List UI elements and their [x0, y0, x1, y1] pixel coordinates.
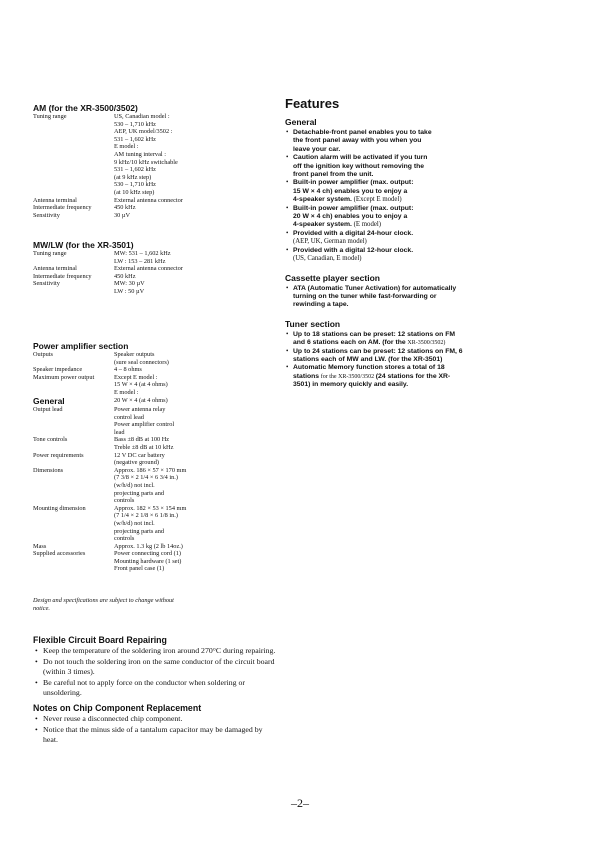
spec-value: 4 – 8 ohms [114, 366, 142, 374]
spec-label: Tuning range [33, 250, 67, 257]
list-item: • Provided with a digital 24-hour clock. (AEP, UK, German model) [285, 230, 465, 247]
spec-label: Mounting dimension [33, 504, 86, 512]
spec-label: Tone controls [33, 436, 68, 444]
features-column [285, 96, 465, 390]
chip-replacement-title: Notes on Chip Component Replacement [33, 702, 202, 713]
repair-section [33, 635, 278, 750]
power-amp-spec-section [33, 341, 273, 404]
spec-value: Power connecting cord (1) Mounting hardware (1 set) Front panel case (1) [114, 550, 182, 573]
spec-row [33, 505, 273, 543]
list-item: • Do not touch the soldering iron on the same conductor of the circuit board (within 3 times). [33, 657, 278, 678]
list-item: • Built-in power amplifier (max. output: 15 W × 4 ch) enables you to enjoy a 4-speaker system. (Except E model) [285, 179, 465, 204]
features-general-title: General [285, 117, 317, 127]
cassette-section-title: Cassette player section [285, 272, 380, 283]
spec-value: 12 V DC car battery (negative ground) [114, 451, 165, 467]
spec-label: Intermediate frequency [33, 272, 92, 280]
list-item: • Keep the temperature of the soldering iron around 270°C during repairing. [33, 646, 278, 657]
features-title: Features [285, 96, 340, 111]
spec-value: 450 kHz [114, 204, 136, 212]
spec-value: Approx. 186 × 57 × 170 mm (7 3/8 × 2 1/4 × 6 3/4 in.) (w/h/d) not incl. projecting parts and controls [114, 466, 187, 505]
spec-value: 450 kHz [114, 272, 136, 280]
list-item: • Up to 24 stations can be preset: 12 stations on FM, 6 stations each of MW and LW. (for the XR-3501) [285, 348, 465, 365]
spec-label: Output lead [33, 406, 63, 413]
spec-row [33, 113, 273, 197]
spec-row [33, 452, 273, 467]
spec-row [33, 366, 273, 374]
features-cassette [285, 273, 465, 310]
am-section-title: AM (for the XR-3500/3502) [33, 103, 138, 113]
spec-label: Sensitivity [33, 280, 60, 288]
spec-value: Speaker outputs (sure seal connectors) [114, 351, 169, 366]
features-general [285, 117, 465, 264]
general-section-title: General [33, 396, 65, 406]
repair-title: Flexible Circuit Board Repairing [33, 635, 167, 645]
spec-row [33, 197, 273, 205]
spec-value: MW: 531 – 1,602 kHz LW : 153 – 281 kHz [114, 250, 171, 265]
list-item: • Detachable-front panel enables you to take the front panel away with you when you leave your car. [285, 129, 465, 154]
list-item: • Caution alarm will be activated if you turn off the ignition key without removing the front panel from the unit. [285, 154, 465, 179]
spec-row [33, 204, 273, 212]
design-change-note: Design and specifications are subject to change without notice. [33, 597, 174, 612]
spec-value: 30 µV [114, 211, 131, 219]
list-item: • Be careful not to apply force on the conductor when soldering or unsoldering. [33, 678, 278, 699]
mwlw-spec-section [33, 240, 273, 296]
am-spec-section [33, 103, 273, 219]
spec-row [33, 212, 273, 220]
spec-row [33, 550, 273, 573]
spec-label: Maximum power output [33, 373, 95, 381]
spec-label: Dimensions [33, 466, 64, 474]
list-item: • Built-in power amplifier (max. output: 20 W × 4 ch) enables you to enjoy a 4-speaker system. (E model) [285, 205, 465, 230]
spec-value: US, Canadian model : 530 – 1,710 kHz AEP, UK model/3502 : 531 – 1,602 kHz E model : AM tuning interval : 9 kHz/10 kHz switchable 531 – 1,602 kHz (at 9 kHz step) 530 – 1,710 kHz (at 10 kHz step) [114, 113, 178, 196]
spec-value: Power antenna relay control lead Power amplifier control lead [114, 406, 175, 436]
spec-row [33, 436, 273, 451]
spec-label: Speaker impedance [33, 366, 83, 374]
spec-row [33, 406, 273, 436]
mwlw-section-title: MW/LW (for the XR-3501) [33, 240, 134, 250]
spec-label: Tuning range [33, 113, 67, 120]
features-tuner [285, 319, 465, 390]
list-item: • ATA (Automatic Tuner Activation) for automatically turning on the tuner while fast-forwarding or rewinding a tape. [285, 285, 465, 310]
spec-value: Approx. 1.3 kg (2 lb 14oz.) [114, 542, 183, 550]
spec-row [33, 265, 273, 273]
spec-row [33, 351, 273, 366]
spec-label: Intermediate frequency [33, 204, 92, 212]
spec-value: Bass ±8 dB at 100 Hz Treble ±8 dB at 10 kHz [114, 436, 174, 451]
general-spec-section [33, 396, 273, 573]
spec-label: Power requirements [33, 451, 84, 459]
spec-label: Mass [33, 542, 47, 550]
spec-value: Approx. 182 × 53 × 154 mm (7 1/4 × 2 1/8 × 6 1/8 in.) (w/h/d) not incl. projecting parts and controls [114, 504, 187, 543]
spec-label: Antenna terminal [33, 196, 77, 204]
list-item: • Notice that the minus side of a tantalum capacitor may be damaged by heat. [33, 725, 278, 746]
spec-row [33, 280, 273, 295]
spec-value: External antenna connector [114, 265, 183, 273]
spec-value: External antenna connector [114, 196, 183, 204]
tuner-section-title: Tuner section [285, 318, 341, 329]
spec-label: Sensitivity [33, 211, 60, 219]
spec-label: Outputs [33, 351, 53, 358]
spec-label: Antenna terminal [33, 265, 77, 273]
list-item: • Automatic Memory function stores a total of 18 stations for the XR-3500/3502 (24 stations for the XR-3501) in memory quickly and easily. [285, 364, 465, 389]
list-item: • Up to 18 stations can be preset: 12 stations on FM and 6 stations each on AM. (for the XR-3500/3502) [285, 331, 465, 348]
spec-label: Supplied accessories [33, 550, 86, 558]
list-item: • Provided with a digital 12-hour clock. (US, Canadian, E model) [285, 247, 465, 264]
page-number: –2– [291, 796, 309, 810]
spec-row [33, 273, 273, 281]
list-item: • Never reuse a disconnected chip component. [33, 714, 278, 725]
spec-row [33, 250, 273, 265]
spec-row [33, 467, 273, 505]
spec-row [33, 543, 273, 551]
spec-value: Except E model : 15 W × 4 (at 4 ohms) E model : 20 W × 4 (at 4 ohms) [114, 373, 168, 404]
power-amp-section-title: Power amplifier section [33, 341, 129, 351]
spec-value: MW: 30 µV LW : 50 µV [114, 280, 145, 295]
